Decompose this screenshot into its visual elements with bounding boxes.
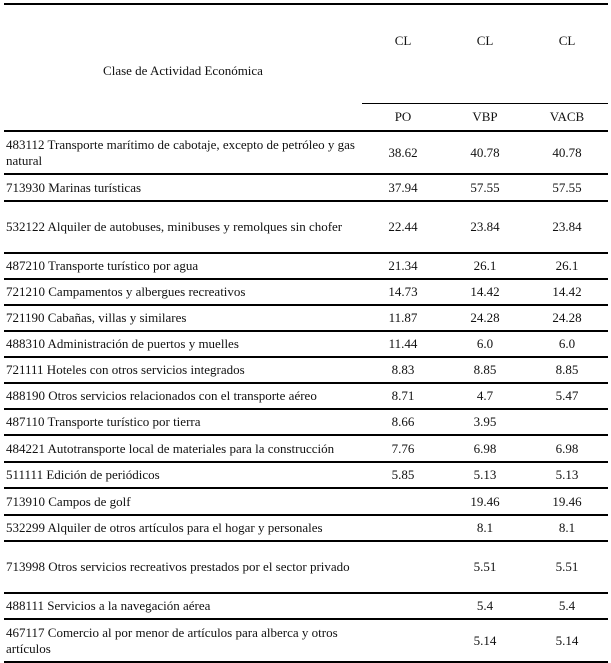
activity-name: 532122 Alquiler de autobuses, minibuses y remolques sin chofer (4, 201, 362, 253)
vbp-value: 5.4 (444, 593, 526, 619)
cl-header-vacb: CL (526, 4, 608, 104)
table-row (4, 305, 608, 331)
po-value: 21.34 (362, 253, 444, 279)
po-value (362, 619, 444, 662)
vacb-value: 6.98 (526, 435, 608, 462)
table-row (4, 357, 608, 383)
po-value: 11.87 (362, 305, 444, 331)
vacb-value (526, 409, 608, 435)
activity-table (4, 3, 608, 663)
vacb-value: 14.42 (526, 279, 608, 305)
table-row (4, 619, 608, 662)
vacb-value: 19.46 (526, 488, 608, 515)
po-value: 37.94 (362, 174, 444, 201)
po-value (362, 488, 444, 515)
table-row (4, 174, 608, 201)
activity-name: 488310 Administración de puertos y muelles (4, 331, 362, 357)
po-value (362, 541, 444, 593)
po-value: 8.71 (362, 383, 444, 409)
vacb-value: 24.28 (526, 305, 608, 331)
vbp-value: 24.28 (444, 305, 526, 331)
vacb-value: 5.47 (526, 383, 608, 409)
po-value: 22.44 (362, 201, 444, 253)
vbp-header: VBP (444, 104, 526, 132)
table-row (4, 488, 608, 515)
activity-name: 488190 Otros servicios relacionados con el transporte aéreo (4, 383, 362, 409)
po-value: 8.66 (362, 409, 444, 435)
vacb-value: 5.4 (526, 593, 608, 619)
table-row (4, 279, 608, 305)
vbp-value: 26.1 (444, 253, 526, 279)
activity-name: 721190 Cabañas, villas y similares (4, 305, 362, 331)
table-row (4, 201, 608, 253)
vbp-value: 40.78 (444, 131, 526, 174)
activity-name: 511111 Edición de periódicos (4, 462, 362, 488)
table-row (4, 383, 608, 409)
vbp-value: 5.13 (444, 462, 526, 488)
vacb-value: 6.0 (526, 331, 608, 357)
activity-name: 713998 Otros servicios recreativos prestados por el sector privado (4, 541, 362, 593)
po-value: 38.62 (362, 131, 444, 174)
activity-name: 484221 Autotransporte local de materiales para la construcción (4, 435, 362, 462)
table-row (4, 253, 608, 279)
vbp-value: 23.84 (444, 201, 526, 253)
po-header: PO (362, 104, 444, 132)
vacb-header: VACB (526, 104, 608, 132)
activity-name: 721210 Campamentos y albergues recreativos (4, 279, 362, 305)
activity-name: 532299 Alquiler de otros artículos para el hogar y personales (4, 515, 362, 541)
cl-header-vbp: CL (444, 4, 526, 104)
po-value: 5.85 (362, 462, 444, 488)
vacb-value: 8.1 (526, 515, 608, 541)
table-row (4, 409, 608, 435)
vbp-value: 57.55 (444, 174, 526, 201)
po-value: 8.83 (362, 357, 444, 383)
class-header: Clase de Actividad Económica (4, 4, 362, 131)
header-row-top (4, 4, 608, 104)
activity-name: 467117 Comercio al por menor de artículos para alberca y otros artículos (4, 619, 362, 662)
vbp-value: 19.46 (444, 488, 526, 515)
vbp-value: 4.7 (444, 383, 526, 409)
vacb-value: 57.55 (526, 174, 608, 201)
vacb-value: 5.13 (526, 462, 608, 488)
vbp-value: 8.1 (444, 515, 526, 541)
po-value: 14.73 (362, 279, 444, 305)
cl-header-po: CL (362, 4, 444, 104)
vbp-value: 5.14 (444, 619, 526, 662)
po-value: 11.44 (362, 331, 444, 357)
activity-name: 487110 Transporte turístico por tierra (4, 409, 362, 435)
table-row (4, 462, 608, 488)
vacb-value: 40.78 (526, 131, 608, 174)
activity-name: 488111 Servicios a la navegación aérea (4, 593, 362, 619)
po-value: 7.76 (362, 435, 444, 462)
vbp-value: 5.51 (444, 541, 526, 593)
vbp-value: 6.0 (444, 331, 526, 357)
table-row (4, 541, 608, 593)
vbp-value: 14.42 (444, 279, 526, 305)
po-value (362, 593, 444, 619)
vacb-value: 26.1 (526, 253, 608, 279)
table-row (4, 435, 608, 462)
vbp-value: 8.85 (444, 357, 526, 383)
vacb-value: 23.84 (526, 201, 608, 253)
table-row (4, 515, 608, 541)
vacb-value: 5.51 (526, 541, 608, 593)
activity-name: 487210 Transporte turístico por agua (4, 253, 362, 279)
vacb-value: 8.85 (526, 357, 608, 383)
table-row (4, 131, 608, 174)
table-row (4, 331, 608, 357)
vbp-value: 3.95 (444, 409, 526, 435)
activity-name: 713910 Campos de golf (4, 488, 362, 515)
vbp-value: 6.98 (444, 435, 526, 462)
table-row (4, 593, 608, 619)
activity-name: 713930 Marinas turísticas (4, 174, 362, 201)
po-value (362, 515, 444, 541)
vacb-value: 5.14 (526, 619, 608, 662)
activity-name: 721111 Hoteles con otros servicios integrados (4, 357, 362, 383)
activity-name: 483112 Transporte marítimo de cabotaje, excepto de petróleo y gas natural (4, 131, 362, 174)
